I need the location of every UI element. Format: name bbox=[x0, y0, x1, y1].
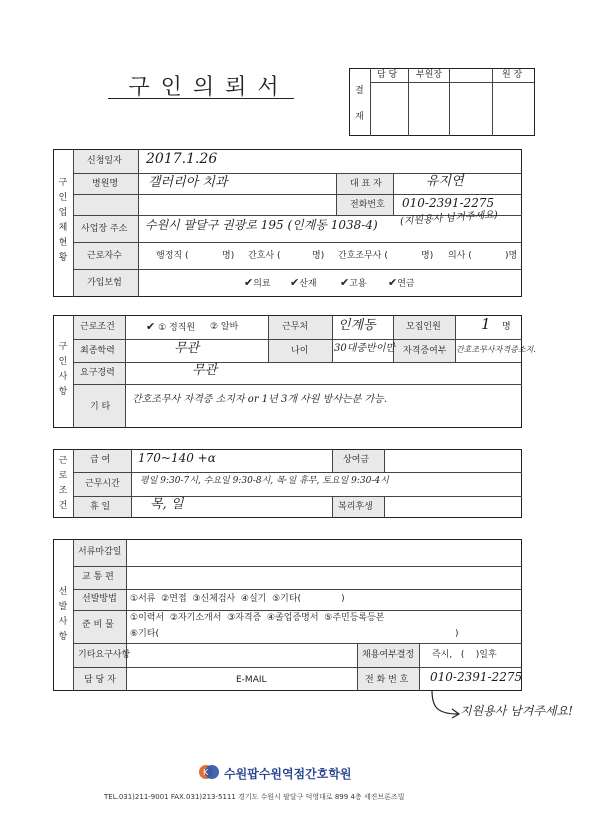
other-req-field[interactable] bbox=[127, 644, 356, 666]
docs-options-other-open[interactable]: ⑥기타( bbox=[130, 629, 159, 639]
decision-label: 채용여부결정 bbox=[362, 650, 415, 660]
holiday-label: 휴 일 bbox=[90, 502, 111, 512]
workers-aide-close: 명) bbox=[421, 251, 434, 261]
etc-value[interactable]: 간호조무사 자격증 소지자 or 1년 3개 사원 방사는분 가능. bbox=[132, 394, 387, 405]
check-icon: ✔ bbox=[146, 320, 156, 333]
approval-side-2: 재 bbox=[355, 112, 364, 122]
workplace-value[interactable]: 인계동 bbox=[338, 318, 376, 333]
edu-label: 최종학력 bbox=[80, 346, 115, 356]
manager-label: 담 당 자 bbox=[84, 675, 116, 685]
check-icon: ✔ bbox=[290, 276, 300, 289]
hospital-value[interactable]: 갤러리아 치과 bbox=[148, 175, 228, 190]
rep-value[interactable]: 유지연 bbox=[426, 174, 464, 189]
age-label: 나이 bbox=[291, 346, 309, 356]
insurance-employment[interactable]: ✔고용 bbox=[340, 276, 367, 289]
address-value[interactable]: 수원시 팔달구 권광로 195 (인계동 1038-4) bbox=[145, 218, 378, 232]
hospital-label: 병원명 bbox=[92, 179, 119, 189]
pay-value[interactable]: 170~140 +α bbox=[138, 451, 216, 465]
approval-header-staff: 담 당 bbox=[377, 70, 398, 80]
license-value[interactable]: 간호조무사자격증소지. bbox=[456, 345, 536, 354]
workers-nurse-open: 간호사 ( bbox=[248, 251, 281, 261]
workers-doctor-close: )명 bbox=[505, 251, 518, 261]
method-options[interactable]: ①서류 ②면접 ③신체검사 ④실기 ⑤기타( ) bbox=[130, 594, 345, 604]
section1-side-label: 구 인 업 체 현 황 bbox=[58, 178, 68, 263]
workers-admin-open: 행정직 ( bbox=[156, 251, 189, 261]
section4-side-label: 선 발 사 항 bbox=[58, 587, 68, 642]
rep-label: 대 표 자 bbox=[350, 179, 382, 189]
check-icon: ✔ bbox=[388, 276, 398, 289]
phone-value[interactable]: 010-2391-2275 bbox=[402, 196, 495, 210]
insurance-medical[interactable]: ✔의료 bbox=[244, 276, 271, 289]
approval-header-director: 원 장 bbox=[502, 70, 523, 80]
section3-side-label: 근 로 조 건 bbox=[58, 456, 68, 511]
address-label: 사업장 주소 bbox=[81, 224, 128, 234]
cond-fulltime-option[interactable]: ✔ ① 정직원 bbox=[146, 320, 196, 333]
edu-value[interactable]: 무관 bbox=[174, 341, 200, 356]
career-value[interactable]: 무관 bbox=[192, 363, 218, 378]
hours-value[interactable]: 평일 9:30-7시, 수요일 9:30-8시, 목·일 휴무, 토요일 9:30-4시 bbox=[140, 476, 389, 486]
apply-date-value[interactable]: 2017.1.26 bbox=[146, 151, 218, 167]
page-title: 구 인 의 뢰 서 bbox=[128, 75, 281, 100]
svg-text:K: K bbox=[203, 768, 209, 777]
docs-label: 준 비 물 bbox=[82, 620, 114, 630]
docs-options-line1[interactable]: ①이력서 ②자기소개서 ③자격증 ④졸업증명서 ⑤주민등록등본 bbox=[130, 613, 385, 623]
method-label: 선발방법 bbox=[82, 594, 117, 604]
workers-aide-open: 간호조무사 ( bbox=[338, 251, 388, 261]
contact-value[interactable]: 010-2391-2275 bbox=[430, 670, 523, 684]
insurance-industrial[interactable]: ✔산재 bbox=[290, 276, 317, 289]
recruit-unit: 명 bbox=[502, 322, 511, 332]
career-label: 요구경력 bbox=[80, 368, 115, 378]
insurance-pension[interactable]: ✔연금 bbox=[388, 276, 415, 289]
recruit-label: 모집인원 bbox=[406, 322, 441, 332]
etc-label: 기 타 bbox=[90, 402, 111, 412]
email-field[interactable] bbox=[270, 668, 356, 690]
cond-parttime-option[interactable]: ② 알바 bbox=[210, 322, 239, 332]
approval-sign-staff[interactable] bbox=[371, 83, 407, 135]
bonus-label: 상여금 bbox=[343, 455, 370, 465]
decision-value[interactable]: 즉시, ( )일후 bbox=[432, 650, 497, 660]
license-label: 자격증여부 bbox=[403, 346, 447, 356]
approval-header-vice: 부원장 bbox=[416, 70, 443, 80]
footer-info: TEL.031)211-9001 FAX.031)213-5111 경기도 수원시 팔달구 덕영대로 899 4층 세진브론즈빌 bbox=[104, 793, 405, 801]
check-icon: ✔ bbox=[340, 276, 350, 289]
transport-field[interactable] bbox=[127, 567, 521, 588]
pay-label: 급 여 bbox=[90, 455, 111, 465]
transport-label: 교 통 편 bbox=[82, 572, 114, 582]
age-value[interactable]: 30대중반이만 bbox=[334, 343, 396, 354]
cond-label: 근로조건 bbox=[80, 322, 115, 332]
workplace-label: 근무처 bbox=[282, 322, 309, 332]
welfare-label: 복리후생 bbox=[338, 502, 373, 512]
recruit-value[interactable]: 1 bbox=[481, 315, 491, 333]
title-underline bbox=[108, 98, 294, 99]
apply-date-label: 신청일자 bbox=[87, 156, 122, 166]
workers-doctor-open: 의사 ( bbox=[448, 251, 472, 261]
other-req-label: 기타요구사항 bbox=[78, 650, 131, 660]
deadline-field[interactable] bbox=[127, 541, 521, 565]
workers-nurse-close: 명) bbox=[312, 251, 325, 261]
approval-sign-vice[interactable] bbox=[409, 83, 448, 135]
insurance-label: 가입보험 bbox=[87, 278, 122, 288]
check-icon: ✔ bbox=[244, 276, 254, 289]
docs-options-other-close: ) bbox=[455, 629, 459, 639]
deadline-label: 서류마감일 bbox=[78, 547, 122, 557]
phone-label: 전화번호 bbox=[350, 200, 385, 210]
approval-side-1: 결 bbox=[355, 86, 364, 96]
approval-sign-director[interactable] bbox=[450, 83, 534, 135]
contact-label: 전 화 번 호 bbox=[365, 675, 409, 685]
footnote: 지원용사 남겨주세요! bbox=[460, 704, 573, 718]
hours-label: 근무시간 bbox=[85, 479, 120, 489]
email-label: E-MAIL bbox=[236, 675, 267, 685]
logo-icon bbox=[198, 764, 220, 780]
footer-org: 수원팝수원역점간호학원 bbox=[224, 767, 352, 781]
address-note: (지원용사 남겨주세요) bbox=[399, 209, 499, 228]
workers-admin-close: 명) bbox=[222, 251, 235, 261]
section2-side-label: 구 인 사 항 bbox=[58, 342, 68, 397]
workers-label: 근로자수 bbox=[87, 251, 122, 261]
holiday-value[interactable]: 목, 일 bbox=[150, 497, 184, 512]
